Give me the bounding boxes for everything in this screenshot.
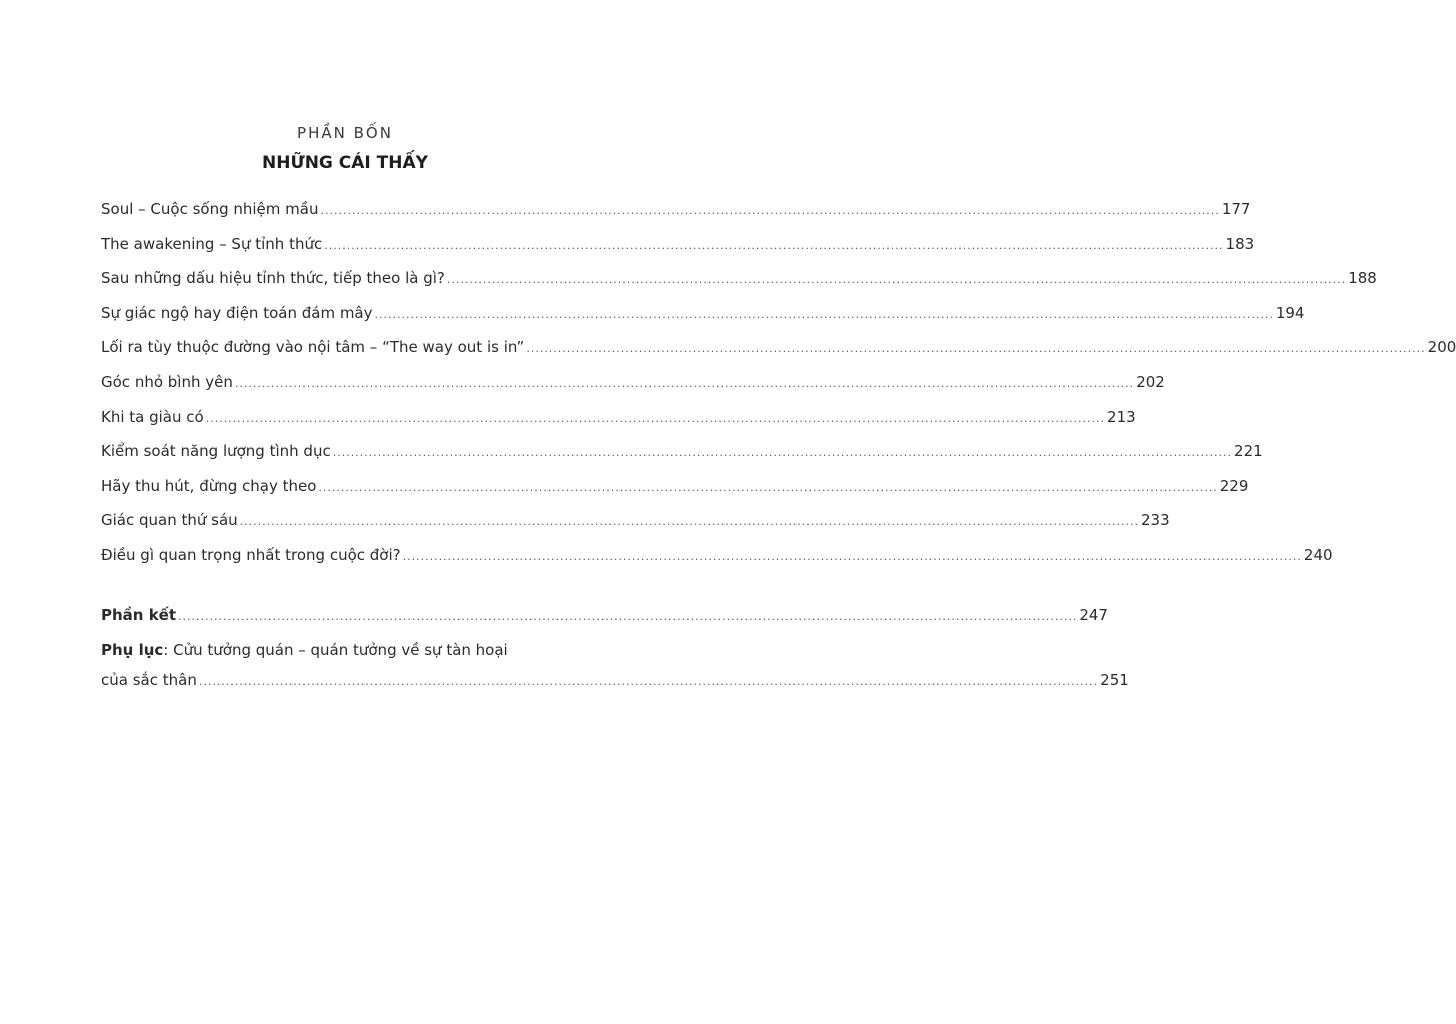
dot-leader: ........................................................................................................................................................................................................ — [239, 515, 1139, 529]
toc-entry[interactable] — [101, 475, 1249, 510]
appendix-page: 251 — [1100, 670, 1129, 689]
toc-entry-title: Sau những dấu hiệu tỉnh thức, tiếp theo là gì? — [101, 269, 445, 288]
toc-entry[interactable] — [101, 371, 1165, 406]
conclusion-title: Phần kết — [101, 606, 177, 624]
dot-leader: ........................................................................................................................................................................................................ — [374, 307, 1274, 321]
toc-entry[interactable] — [101, 267, 1377, 302]
appendix-title-part-1: : Cửu tưởng quán – quán tưởng về sự tàn hoại — [163, 640, 508, 659]
conclusion-page: 247 — [1079, 606, 1108, 624]
toc-list — [101, 198, 1456, 579]
toc-entry[interactable] — [101, 406, 1136, 441]
toc-entry[interactable] — [101, 336, 1456, 371]
toc-entry[interactable] — [101, 302, 1305, 337]
toc-entry[interactable] — [101, 233, 1255, 268]
toc-entry-page: 183 — [1225, 234, 1255, 253]
toc-entry-page: 221 — [1234, 442, 1263, 461]
toc-entry-page: 194 — [1275, 303, 1305, 322]
dot-leader: ........................................................................................................................................................................................................ — [332, 446, 1233, 460]
toc-entry-title: Giác quan thứ sáu — [101, 511, 238, 530]
toc-entry-page: 213 — [1107, 407, 1136, 426]
toc-entry[interactable] — [101, 544, 1333, 579]
toc-entry-title: Khi ta giàu có — [101, 407, 204, 426]
dot-leader: ........................................................................................................................................................................................................ — [320, 204, 1220, 217]
dot-leader: ........................................................................................................................................................................................................ — [446, 273, 1347, 287]
toc-entry-page: 229 — [1219, 476, 1249, 495]
dot-leader: ........................................................................................................................................................................................................ — [178, 610, 1078, 623]
toc-entry-title: Hãy thu hút, đừng chạy theo — [101, 476, 317, 495]
dot-leader: ........................................................................................................................................................................................................ — [402, 549, 1302, 563]
back-matter-list — [101, 604, 1129, 703]
toc-entry-conclusion[interactable] — [101, 604, 1108, 639]
appendix-title-part-2: của sắc thân — [101, 670, 197, 689]
dot-leader: ........................................................................................................................................................................................................ — [318, 480, 1218, 494]
dot-leader: ........................................................................................................................................................................................................ — [205, 411, 1106, 425]
toc-entry-page: 177 — [1221, 200, 1251, 218]
appendix-label: Phụ lục — [101, 640, 164, 659]
toc-entry-page: 200 — [1427, 338, 1456, 357]
toc-entry-title: The awakening – Sự tỉnh thức — [101, 234, 323, 253]
toc-entry-title: Soul – Cuộc sống nhiệm mầu — [101, 200, 319, 218]
toc-entry-page: 240 — [1303, 545, 1333, 564]
toc-entry-page: 202 — [1136, 372, 1165, 391]
dot-leader: ........................................................................................................................................................................................................ — [234, 376, 1135, 390]
dot-leader: ........................................................................................................................................................................................................ — [526, 342, 1426, 356]
dot-leader: ........................................................................................................................................................................................................ — [324, 238, 1224, 252]
toc-entry[interactable] — [101, 509, 1170, 544]
appendix-line-1 — [101, 639, 591, 669]
toc-entry-page: 233 — [1141, 511, 1170, 530]
toc-entry-title: Lối ra tùy thuộc đường vào nội tâm – “The way out is in” — [101, 338, 525, 357]
dot-leader: ........................................................................................................................................................................................................ — [198, 674, 1099, 688]
toc-entry[interactable] — [101, 198, 1251, 233]
toc-entry-title: Sự giác ngộ hay điện toán đám mây — [101, 303, 373, 322]
toc-entry-title: Kiểm soát năng lượng tình dục — [101, 442, 331, 461]
part-label: PHẦN BỐN — [297, 124, 393, 142]
toc-entry-title: Góc nhỏ bình yên — [101, 372, 233, 391]
appendix-line-2 — [101, 669, 1129, 704]
toc-entry-page: 188 — [1348, 269, 1377, 288]
toc-entry-appendix[interactable] — [101, 639, 1129, 704]
part-title: NHỮNG CÁI THẤY — [262, 153, 428, 173]
toc-entry-title: Điều gì quan trọng nhất trong cuộc đời? — [101, 545, 401, 564]
toc-entry[interactable] — [101, 440, 1263, 475]
